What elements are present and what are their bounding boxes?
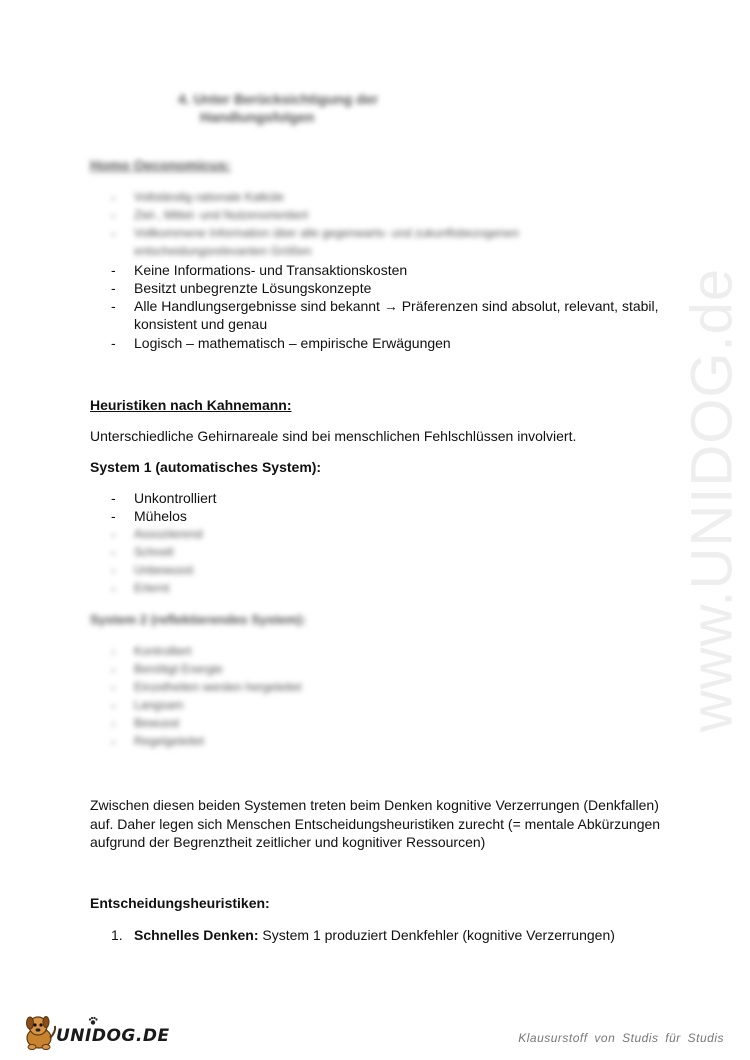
unidog-logo: [22, 1012, 170, 1052]
list-dash: -: [111, 580, 116, 596]
section-heading-line2: Handlungsfolgen: [200, 109, 315, 125]
list-item: Keine Informations- und Transaktionskosten: [134, 262, 408, 278]
list-dash: -: [111, 544, 116, 560]
list-item: Regelgeleitet: [134, 734, 205, 748]
paragraph-line1: Zwischen diesen beiden Systemen treten beim Denken kognitive Verzerrungen (Denkfallen): [90, 797, 659, 813]
list-dash: -: [111, 733, 116, 749]
numbered-list-item: [134, 926, 615, 944]
list-item: Assoziierend: [134, 527, 203, 541]
list-item: Vollkommene Information über alle gegenwarts- und zukunftsbezogenen: [134, 226, 519, 240]
list-item: Schnell: [134, 545, 174, 559]
system2-title: System 2 (reflektierendes System):: [90, 612, 307, 627]
list-number: 1.: [111, 927, 123, 943]
list-dash: -: [111, 679, 116, 695]
list-dash: -: [111, 643, 116, 659]
paragraph-line2: auf. Daher legen sich Menschen Entscheidungsheuristiken zurecht (= mentale Abkürzungen: [90, 816, 661, 832]
list-item: Vollständig rationale Kalküle: [134, 190, 285, 204]
homo-oeconomicus-title: Homo Oeconomicus:: [90, 157, 231, 173]
list-item: Mühelos: [134, 508, 187, 524]
list-item-continuation: entscheidungsrelevanten Größen: [134, 244, 312, 258]
list-item: Erlernt: [134, 581, 170, 595]
watermark: www.UNIDOG.de: [679, 267, 745, 733]
list-dash: -: [111, 562, 116, 578]
list-dash: -: [111, 697, 116, 713]
list-dash: -: [111, 526, 116, 542]
list-item: Einzelheiten werden hergeleitet: [134, 680, 302, 694]
list-item: Alle Handlungsergebnisse sind bekannt → Präferenzen sind absolut, relevant, stabil,: [134, 298, 659, 314]
list-dash: -: [111, 490, 116, 506]
list-item: Logisch – mathematisch – empirische Erwägungen: [134, 335, 451, 351]
paw-icon: [88, 1016, 98, 1026]
list-dash: -: [111, 262, 116, 278]
footer-tagline: Klausurstoff von Studis für Studis: [518, 1031, 724, 1045]
section-heading-line1: 4. Unter Berücksichtigung der: [178, 91, 378, 107]
list-dash: -: [111, 225, 116, 241]
list-dash: -: [111, 508, 116, 524]
entscheidungsheuristiken-title: Entscheidungsheuristiken:: [90, 895, 270, 911]
list-item: Kontrolliert: [134, 644, 192, 658]
list-item: Langsam: [134, 698, 184, 712]
list-item: Benötigt Energie: [134, 662, 223, 676]
system1-title: System 1 (automatisches System):: [90, 459, 322, 475]
list-dash: -: [111, 298, 116, 314]
item-text: System 1 produziert Denkfehler (kognitive Verzerrungen): [258, 927, 615, 943]
list-dash: -: [111, 661, 116, 677]
list-item: Unbewusst: [134, 563, 194, 577]
list-item: Ziel-, Mittel- und Nutzenorientiert: [134, 208, 309, 222]
list-item: Bewusst: [134, 716, 180, 730]
list-item-continuation: konsistent und genau: [134, 316, 268, 332]
list-item: Besitzt unbegrenzte Lösungskonzepte: [134, 280, 372, 296]
list-dash: -: [111, 335, 116, 351]
heuristiken-title: Heuristiken nach Kahnemann:: [90, 397, 292, 413]
list-dash: -: [111, 280, 116, 296]
list-dash: -: [111, 189, 116, 205]
item-label: Schnelles Denken:: [134, 927, 259, 943]
logo-text: UNIDOG.DE: [56, 1026, 170, 1046]
dog-mascot-icon: [22, 1012, 60, 1052]
list-dash: -: [111, 715, 116, 731]
list-item: Unkontrolliert: [134, 490, 217, 506]
list-dash: -: [111, 207, 116, 223]
paragraph-line3: aufgrund der Begrenztheit zeitlicher und kognitiver Ressourcen): [90, 834, 486, 850]
heuristiken-intro: Unterschiedliche Gehirnareale sind bei menschlichen Fehlschlüssen involviert.: [90, 428, 577, 444]
